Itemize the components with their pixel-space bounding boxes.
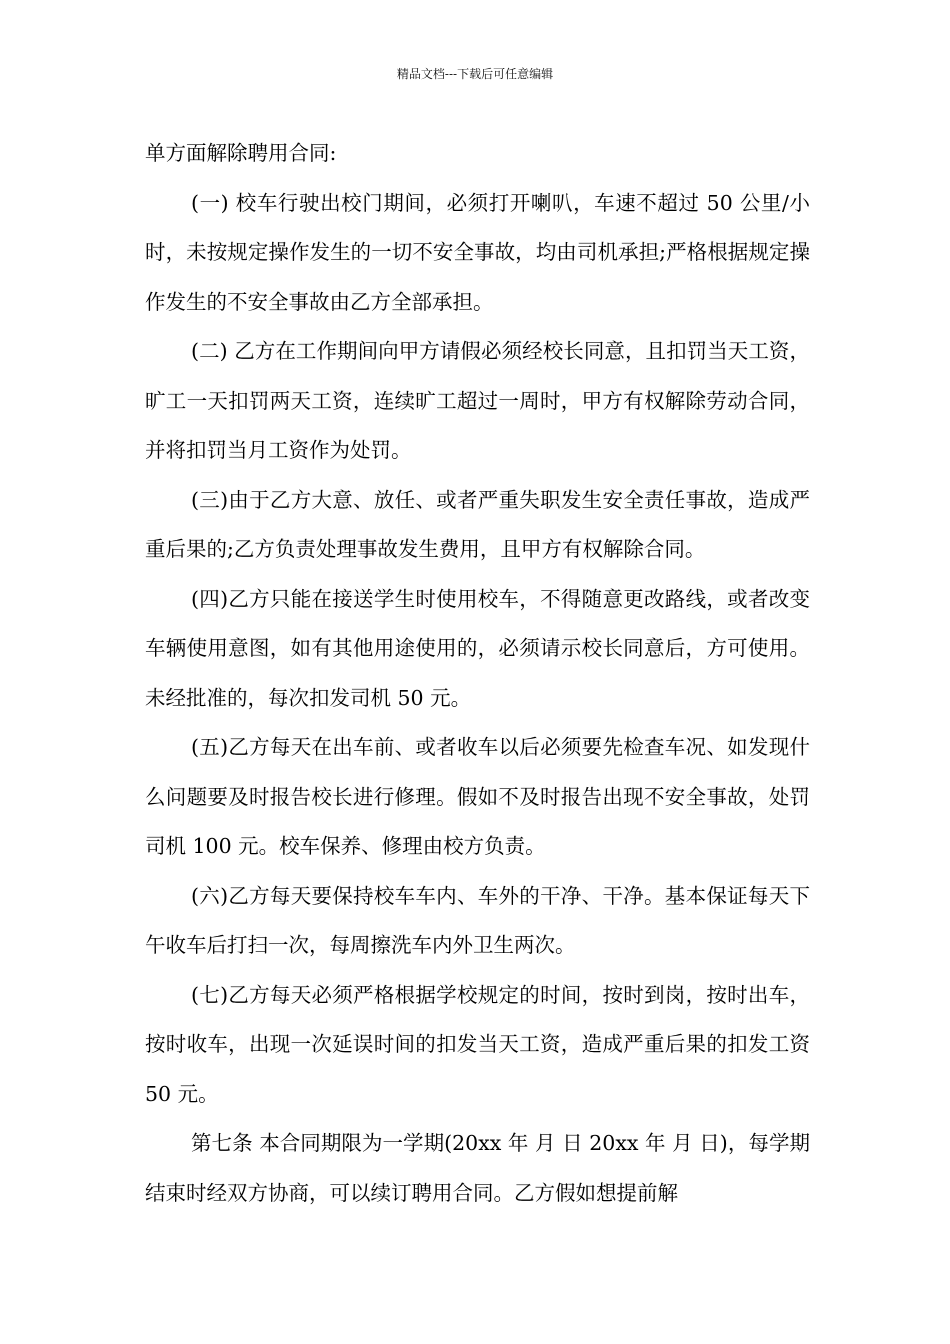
paragraph-clause-1: (一) 校车行驶出校门期间，必须打开喇叭，车速不超过 50 公里/小时，未按规定操作发生的一切不安全事故，均由司机承担;严格根据规定操作发生的不安全事故由乙方全部承担。 bbox=[145, 190, 810, 314]
paragraph-article-7: 第七条 本合同期限为一学期(20xx 年 月 日 20xx 年 月 日)，每学期结束时经双方协商，可以续订聘用合同。乙方假如想提前解 bbox=[145, 1131, 810, 1205]
paragraph-clause-6: (六)乙方每天要保持校车车内、车外的干净、干净。基本保证每天下午收车后打扫一次，每周擦洗车内外卫生两次。 bbox=[145, 883, 810, 957]
paragraph-intro: 单方面解除聘用合同: bbox=[145, 141, 337, 165]
paragraph-clause-4: (四)乙方只能在接送学生时使用校车，不得随意更改路线，或者改变车辆使用意图，如有其他用途使用的，必须请示校长同意后，方可使用。未经批准的，每次扣发司机 50 元。 bbox=[145, 586, 810, 710]
document-body bbox=[145, 129, 810, 1218]
paragraph-clause-7: (七)乙方每天必须严格根据学校规定的时间，按时到岗，按时出车，按时收车，出现一次延误时间的扣发当天工资，造成严重后果的扣发工资 50 元。 bbox=[145, 982, 810, 1106]
paragraph-clause-2: (二) 乙方在工作期间向甲方请假必须经校长同意，且扣罚当天工资，旷工一天扣罚两天工资，连续旷工超过一周时，甲方有权解除劳动合同，并将扣罚当月工资作为处罚。 bbox=[145, 339, 810, 462]
page-header: 精品文档---下载后可任意编辑 bbox=[396, 67, 554, 81]
paragraph-clause-5: (五)乙方每天在出车前、或者收车以后必须要先检查车况、如发现什么问题要及时报告校长进行修理。假如不及时报告出现不安全事故，处罚司机 100 元。校车保养、修理由校方负责。 bbox=[145, 735, 810, 858]
paragraph-clause-3: (三)由于乙方大意、放任、或者严重失职发生安全责任事故，造成严重后果的;乙方负责处理事故发生费用，且甲方有权解除合同。 bbox=[145, 487, 810, 561]
